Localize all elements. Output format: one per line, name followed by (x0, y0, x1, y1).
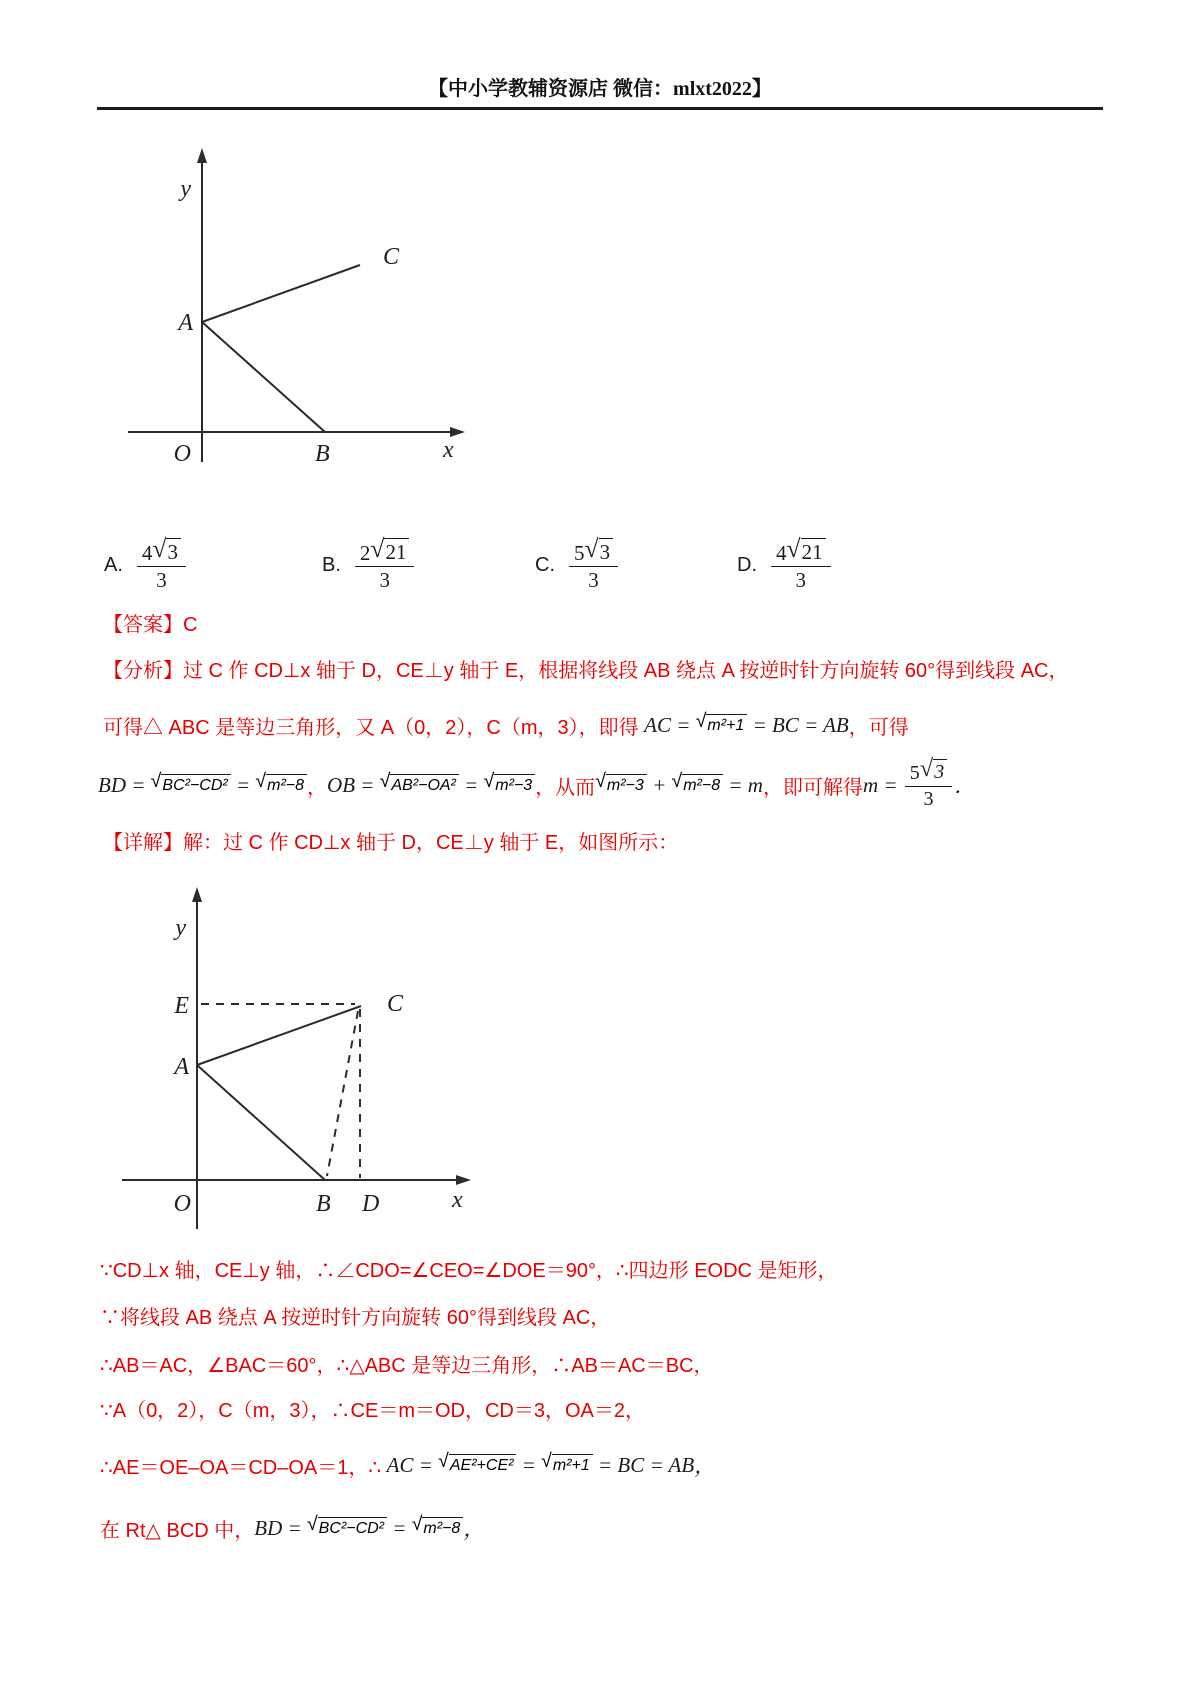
radicand: 3 (599, 538, 614, 563)
radical-sign: √ (411, 1513, 423, 1535)
sqrt-expression (919, 754, 947, 784)
answer-line (103, 600, 197, 644)
fraction-numerator (137, 533, 186, 568)
fraction-coefficient: 2 (359, 541, 371, 566)
option-letter: A. (104, 553, 123, 576)
red-text-run: ，可得 (848, 716, 909, 739)
sqrt-expression (438, 1450, 516, 1475)
sqrt-expression (483, 770, 536, 795)
math-run: ， (694, 1454, 716, 1478)
solution-line-5 (100, 1443, 715, 1487)
figure2-label-D: D (362, 1191, 380, 1217)
fraction (905, 754, 952, 811)
sqrt-expression (150, 770, 231, 795)
segment-AC (202, 265, 360, 322)
fraction-denominator: 3 (156, 568, 167, 593)
sqrt-expression (671, 770, 723, 795)
radical-sign: √ (306, 1513, 318, 1535)
fraction-numerator (355, 533, 415, 568)
option-a (104, 535, 186, 595)
math-run: BD = (98, 772, 151, 797)
math-run: m = (862, 772, 903, 797)
figure1-label-A: A (178, 310, 193, 336)
radicand: m²−8 (682, 774, 723, 795)
fraction (137, 533, 186, 593)
solution-line-3 (100, 1341, 714, 1385)
math-run: = m (723, 772, 763, 797)
radical-sign: √ (370, 533, 385, 563)
sqrt-expression (584, 533, 614, 565)
solution-line-6 (100, 1506, 484, 1550)
figure1-label-x: x (443, 437, 454, 463)
fraction-numerator (569, 533, 618, 568)
sqrt-expression (379, 770, 459, 795)
segment-AB (197, 1065, 325, 1180)
red-text-run: 可得△ ABC 是等边三角形，又 A（0，2），C（m，3），即得 (103, 716, 645, 739)
fraction-numerator (905, 754, 952, 787)
radicand: AE²+CE² (449, 1454, 517, 1475)
option-d (737, 535, 831, 595)
figure1-label-y: y (180, 176, 191, 202)
red-text-run: 在 Rt△ BCD 中， (100, 1519, 255, 1542)
figure-problem-diagram (105, 138, 480, 470)
sqrt-expression (411, 1513, 464, 1538)
radical-sign: √ (483, 770, 495, 792)
fraction-denominator: 3 (795, 568, 807, 593)
analysis-line-3 (98, 754, 976, 811)
math-run: = (230, 772, 256, 797)
fraction-denominator: 3 (588, 568, 599, 593)
figure2-label-C: C (387, 991, 404, 1017)
math-run: ． (954, 774, 976, 798)
figure1-label-C: C (383, 244, 400, 270)
math-run: BD = (254, 1515, 307, 1540)
math-run: AC = (644, 712, 696, 737)
math-run: = (458, 772, 484, 797)
red-text-run: 【详解】解：过 C 作 CD⊥x 轴于 D，CE⊥y 轴于 E，如图所示： (103, 831, 679, 854)
radicand: BC²−CD² (161, 774, 230, 795)
radical-sign: √ (671, 770, 683, 792)
solution-line-1 (100, 1246, 838, 1290)
red-text-run: 【分析】过 C 作 CD⊥x 轴于 D，CE⊥y 轴于 E，根据将线段 AB 绕点 A 按逆时针方向旋转 60°得到线段 AC， (103, 659, 1069, 682)
radicand: m²−8 (422, 1517, 463, 1538)
radical-sign: √ (595, 770, 606, 792)
radicand: m²−3 (494, 774, 535, 795)
red-text-run: ∴AB＝AC，∠BAC＝60°，∴△ABC 是等边三角形，∴AB＝AC＝BC， (100, 1354, 714, 1377)
detail-line (103, 818, 678, 862)
red-text-run: 【答案】C (103, 613, 198, 636)
option-letter: C. (535, 553, 555, 576)
segment-AC (197, 1006, 361, 1065)
red-text-run: ∵CD⊥x 轴，CE⊥y 轴，∴∠CDO=∠CEO=∠DOE＝90°，∴四边形 EODC 是矩形， (100, 1259, 838, 1282)
figure2-label-B: B (316, 1191, 331, 1217)
fraction (355, 533, 415, 593)
radical-sign: √ (695, 710, 707, 732)
solution-line-4 (100, 1386, 645, 1430)
math-run: AC = (386, 1452, 439, 1477)
radicand: 21 (384, 538, 409, 563)
analysis-line-2 (103, 703, 909, 747)
fraction-denominator: 3 (923, 788, 934, 811)
option-c (535, 535, 618, 595)
red-text-run: ∴AE＝OE–OA＝CD–OA＝1，∴ (100, 1456, 387, 1479)
figure2-label-y: y (175, 915, 186, 941)
radicand: 3 (166, 538, 181, 563)
radicand: m²+1 (552, 1454, 593, 1475)
sqrt-expression (370, 533, 409, 565)
segment-AB (202, 322, 325, 432)
sqrt-expression (306, 1513, 387, 1538)
fraction-numerator (771, 533, 831, 568)
y-axis-arrow (192, 887, 202, 902)
radical-sign: √ (541, 1450, 552, 1472)
fraction-denominator: 3 (379, 568, 390, 593)
sqrt-expression (152, 533, 181, 565)
radicand: m²−8 (266, 774, 307, 795)
figure1-label-O: O (173, 441, 191, 467)
radical-sign: √ (152, 533, 167, 563)
math-run: ， (463, 1517, 485, 1541)
page-header: 【中小学教辅资源店 微信：mlxt2022】 (428, 78, 772, 100)
sqrt-expression (541, 1450, 593, 1475)
math-run: = BC = AB (592, 1452, 695, 1477)
option-letter: D. (737, 553, 757, 576)
figure2-label-O: O (173, 1191, 191, 1217)
fraction-coefficient: 4 (776, 541, 787, 566)
header-divider (97, 107, 1103, 110)
radicand: m²+1 (706, 714, 747, 735)
fraction (771, 533, 831, 593)
figure2-label-x: x (452, 1187, 463, 1213)
fraction-coefficient: 4 (141, 541, 153, 566)
analysis-line-1 (103, 646, 1069, 690)
sqrt-expression (786, 533, 826, 565)
red-text-run: ，从而 (535, 776, 596, 799)
radical-sign: √ (255, 770, 267, 792)
radicand: m²−3 (606, 774, 647, 795)
radical-sign: √ (584, 533, 599, 563)
sqrt-expression (595, 770, 647, 795)
sqrt-expression (255, 770, 307, 795)
y-axis-arrow (197, 148, 207, 163)
option-letter: B. (322, 553, 341, 576)
radicand: AB²−OA² (390, 774, 458, 795)
figure2-label-A: A (174, 1054, 189, 1080)
math-run: OB = (327, 772, 380, 797)
radicand: 21 (801, 538, 826, 563)
red-text-run: ，即可解得 (762, 776, 863, 799)
dashed-CB (327, 1011, 358, 1176)
radical-sign: √ (786, 533, 801, 563)
x-axis-arrow (450, 427, 465, 437)
math-run: = (387, 1515, 412, 1540)
radicand: 3 (933, 759, 947, 783)
x-axis-arrow (456, 1175, 471, 1185)
solution-line-2 (100, 1293, 610, 1337)
red-text-run: ∵将线段 AB 绕点 A 按逆时针方向旋转 60°得到线段 AC， (100, 1306, 611, 1329)
figure2-label-E: E (174, 993, 189, 1019)
figure1-label-B: B (315, 441, 330, 467)
sqrt-expression (695, 710, 748, 735)
fraction-coefficient: 5 (909, 762, 920, 785)
math-run: = (516, 1452, 542, 1477)
math-run: = BC = AB (747, 712, 849, 737)
figure-solution-diagram (105, 885, 490, 1237)
radicand: BC²−CD² (318, 1517, 387, 1538)
radical-sign: √ (379, 770, 391, 792)
radical-sign: √ (150, 770, 162, 792)
radical-sign: √ (438, 1450, 449, 1472)
option-b (322, 535, 414, 595)
fraction (569, 533, 618, 593)
red-text-run: ∵A（0，2），C（m，3），∴CE＝m＝OD，CD＝3，OA＝2， (100, 1399, 646, 1422)
math-run: + (646, 772, 672, 797)
fraction-coefficient: 5 (574, 541, 585, 566)
red-text-run: ， (307, 776, 328, 799)
radical-sign: √ (919, 754, 934, 782)
